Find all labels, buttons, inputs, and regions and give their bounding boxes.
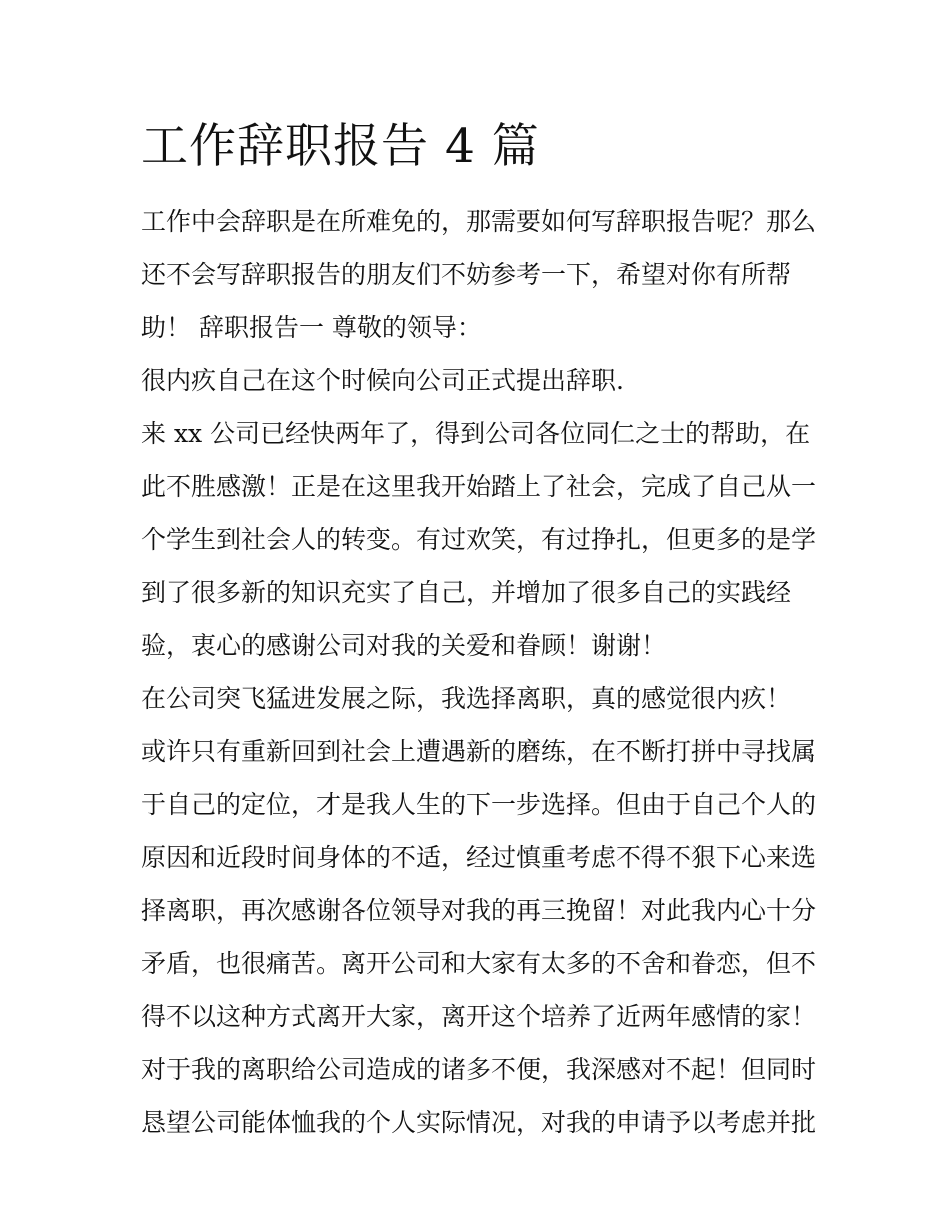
body-line: 验，衷心的感谢公司对我的关爱和眷顾！谢谢！ (141, 631, 667, 660)
document-body (141, 199, 821, 1153)
body-line: 还不会写辞职报告的朋友们不妨参考一下，希望对你有所帮 (141, 260, 792, 289)
body-line: 个学生到社会人的转变。有过欢笑，有过挣扎，但更多的是学 (141, 525, 817, 554)
body-line: 矛盾，也很痛苦。离开公司和大家有太多的不舍和眷恋，但不 (141, 949, 817, 978)
body-line: 原因和近段时间身体的不适，经过慎重考虑不得不狠下心来选 (141, 843, 817, 872)
body-line: 或许只有重新回到社会上遭遇新的磨练，在不断打拼中寻找属 (141, 737, 817, 766)
body-line: 到了很多新的知识充实了自己，并增加了很多自己的实践经 (141, 578, 792, 607)
body-line: 助！ 辞职报告一 尊敬的领导： (141, 313, 482, 342)
document-title: 工作辞职报告 4 篇 (141, 119, 540, 174)
body-line: 得不以这种方式离开大家，离开这个培养了近两年感情的家！ (141, 1002, 817, 1031)
body-line: 于自己的定位，才是我人生的下一步选择。但由于自己个人的 (141, 790, 817, 819)
body-line: 很内疚自己在这个时候向公司正式提出辞职. (141, 366, 624, 395)
body-line: 择离职，再次感谢各位领导对我的再三挽留！对此我内心十分 (141, 896, 817, 925)
body-line: 在公司突飞猛进发展之际，我选择离职，真的感觉很内疚！ (141, 684, 792, 713)
body-line: 恳望公司能体恤我的个人实际情况，对我的申请予以考虑并批 (141, 1108, 817, 1137)
body-line: 来 xx 公司已经快两年了，得到公司各位同仁之士的帮助，在 (141, 419, 811, 448)
body-line: 对于我的离职给公司造成的诸多不便，我深感对不起！但同时 (141, 1055, 817, 1084)
body-line: 工作中会辞职是在所难免的，那需要如何写辞职报告呢？那么 (141, 207, 817, 236)
body-line: 此不胜感激！正是在这里我开始踏上了社会，完成了自己从一 (141, 472, 817, 501)
